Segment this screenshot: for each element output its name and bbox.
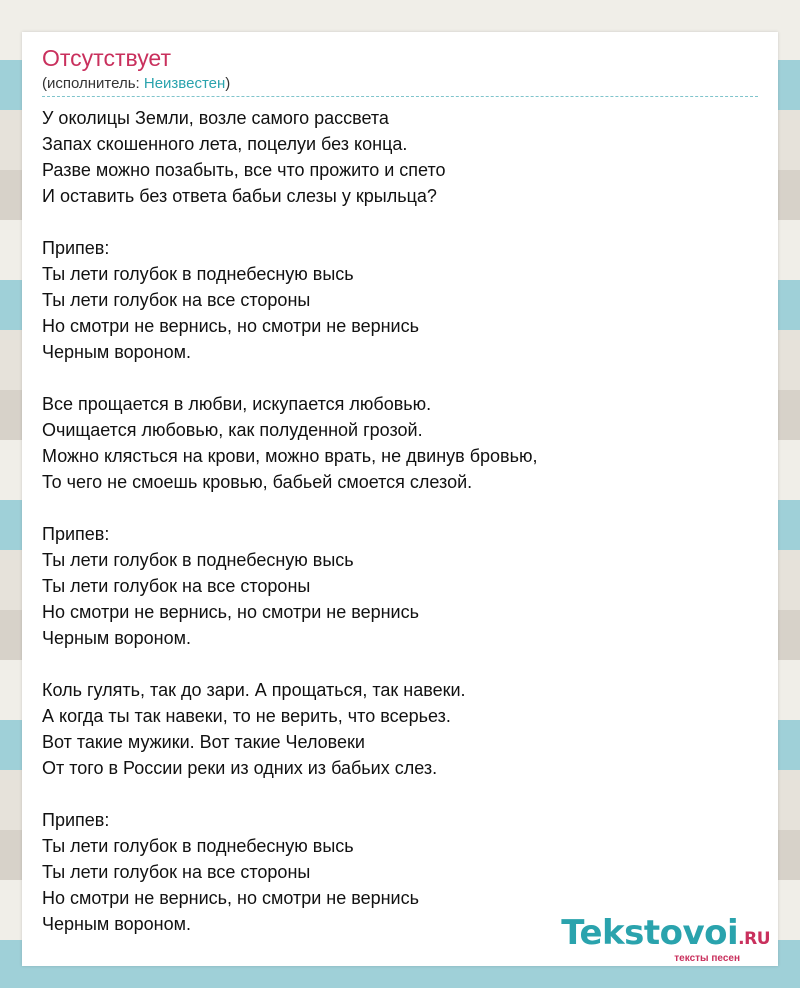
lyric-line: У околицы Земли, возле самого рассвета [42,108,389,128]
logo-wordmark [561,915,770,957]
lyric-line: Но смотри не вернись, но смотри не вернись [42,316,419,336]
lyric-line: Ты лети голубок на все стороны [42,862,311,882]
lyric-line: То чего не смоешь кровью, бабьей смоется слезой. [42,472,473,492]
lyric-line: Но смотри не вернись, но смотри не вернись [42,888,419,908]
artist-line [42,74,758,94]
lyric-blank-line [42,209,758,235]
site-logo[interactable] [561,915,770,964]
lyric-blank-line [42,365,758,391]
lyric-line: А когда ты так навеки, то не верить, что всерьез. [42,706,451,726]
logo-tagline: тексты песен [674,953,740,964]
lyrics-card [22,32,778,966]
artist-suffix: ) [225,75,231,92]
lyric-line: Ты лети голубок на все стороны [42,576,311,596]
lyric-line: Запах скошенного лета, поцелуи без конца. [42,134,408,154]
lyric-line: И оставить без ответа бабьи слезы у крыльца? [42,186,437,206]
lyric-line: Ты лети голубок в поднебесную высь [42,550,354,570]
lyric-line: Ты лети голубок в поднебесную высь [42,264,354,284]
lyric-line: Черным вороном. [42,342,191,362]
logo-tld: .RU [738,929,770,949]
lyric-line: Черным вороном. [42,628,191,648]
lyric-blank-line [42,781,758,807]
lyric-line: Припев: [42,810,110,830]
lyric-line: Вот такие мужики. Вот такие Человеки [42,732,365,752]
lyric-line: Ты лети голубок в поднебесную высь [42,836,354,856]
lyric-line: Припев: [42,238,110,258]
artist-prefix: (исполнитель: [42,75,144,92]
lyric-line: Очищается любовью, как полуденной грозой. [42,420,423,440]
lyric-line: Но смотри не вернись, но смотри не вернись [42,602,419,622]
lyric-line: Ты лети голубок на все стороны [42,290,311,310]
lyric-line: Припев: [42,524,110,544]
lyric-line: Все прощается в любви, искупается любовью. [42,394,432,414]
lyric-blank-line [42,495,758,521]
lyrics-text [42,105,758,937]
logo-name: Tekstovoi [561,913,739,953]
artist-link[interactable]: Неизвестен [143,75,226,92]
lyric-line: От того в России реки из одних из бабьих слез. [42,758,438,778]
song-title: Отсутствует [42,45,171,71]
lyric-line: Разве можно позабыть, все что прожито и спето [42,160,446,180]
lyric-line: Можно клясться на крови, можно врать, не двинув бровью, [42,446,538,466]
lyric-blank-line [42,651,758,677]
lyric-line: Коль гулять, так до зари. А прощаться, так навеки. [42,680,466,700]
title-divider [42,96,758,97]
lyric-line: Черным вороном. [42,914,191,934]
